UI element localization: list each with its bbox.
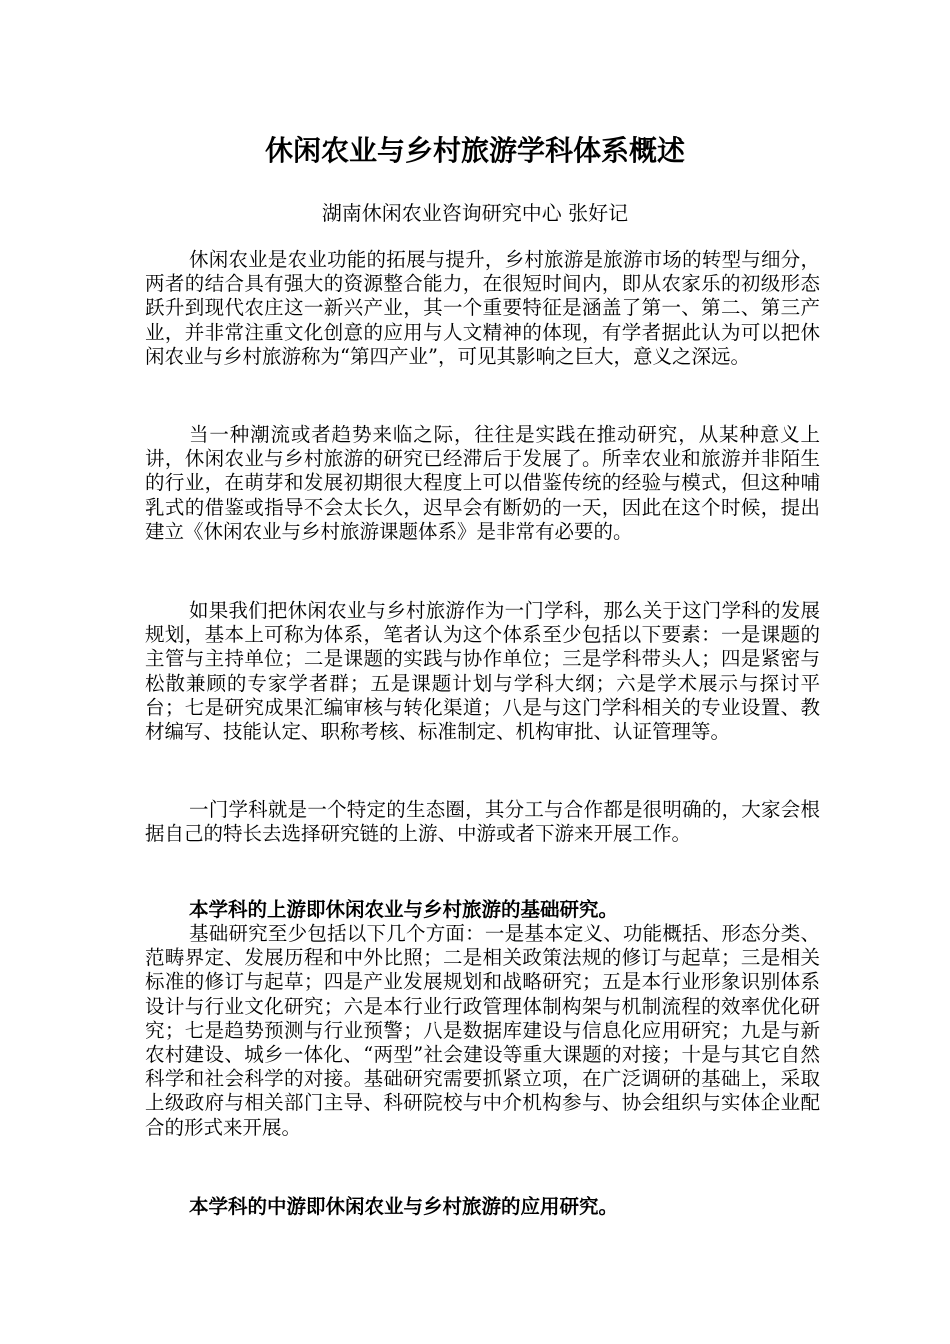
body-paragraph-2: 当一种潮流或者趋势来临之际，往往是实践在推动研究，从某种意义上讲，休闲农业与乡村旅游的研究已经滞后于发展了。所幸农业和旅游并非陌生的行业，在萌芽和发展初期很大程度上可以借鉴传统的经验与模式，但这种哺乳式的借鉴或指导不会太长久，迟早会有断奶的一天，因此在这个时候，提出建立《休闲农业与乡村旅游课题体系》是非常有必要的。: [145, 423, 820, 543]
section-heading-midstream: 本学科的中游即休闲农业与乡村旅游的应用研究。: [189, 1195, 619, 1218]
document-author: 湖南休闲农业咨询研究中心 张好记: [321, 201, 629, 225]
document-title: 休闲农业与乡村旅游学科体系概述: [264, 134, 685, 167]
section-heading-upstream: 本学科的上游即休闲农业与乡村旅游的基础研究。: [189, 898, 619, 921]
body-paragraph-1: 休闲农业是农业功能的拓展与提升，乡村旅游是旅游市场的转型与细分，两者的结合具有强大的资源整合能力，在很短时间内，即从农家乐的初级形态跃升到现代农庄这一新兴产业，其一个重要特征是涵盖了第一、第二、第三产业，并非常注重文化创意的应用与人文精神的体现，有学者据此认为可以把休闲农业与乡村旅游称为“第四产业”，可见其影响之巨大，意义之深远。: [145, 248, 820, 368]
body-paragraph-4: 一门学科就是一个特定的生态圈，其分工与合作都是很明确的，大家会根据自己的特长去选择研究链的上游、中游或者下游来开展工作。: [145, 798, 820, 846]
body-paragraph-5: 基础研究至少包括以下几个方面：一是基本定义、功能概括、形态分类、范畴界定、发展历程和中外比照；二是相关政策法规的修订与起草；三是相关标准的修订与起草；四是产业发展规划和战略研究；五是本行业形象识别体系设计与行业文化研究；六是本行业行政管理体制构架与机制流程的效率优化研究；七是趋势预测与行业预警；八是数据库建设与信息化应用研究；九是与新农村建设、城乡一体化、“两型”社会建设等重大课题的对接；十是与其它自然科学和社会科学的对接。基础研究需要抓紧立项，在广泛调研的基础上，采取上级政府与相关部门主导、科研院校与中介机构参与、协会组织与实体企业配合的形式来开展。: [145, 922, 820, 1139]
body-paragraph-3: 如果我们把休闲农业与乡村旅游作为一门学科，那么关于这门学科的发展规划，基本上可称为体系，笔者认为这个体系至少包括以下要素：一是课题的主管与主持单位；二是课题的实践与协作单位；三是学科带头人；四是紧密与松散兼顾的专家学者群；五是课题计划与学科大纲；六是学术展示与探讨平台；七是研究成果汇编审核与转化渠道；八是与这门学科相关的专业设置、教材编写、技能认定、职称考核、标准制定、机构审批、认证管理等。: [145, 599, 820, 744]
